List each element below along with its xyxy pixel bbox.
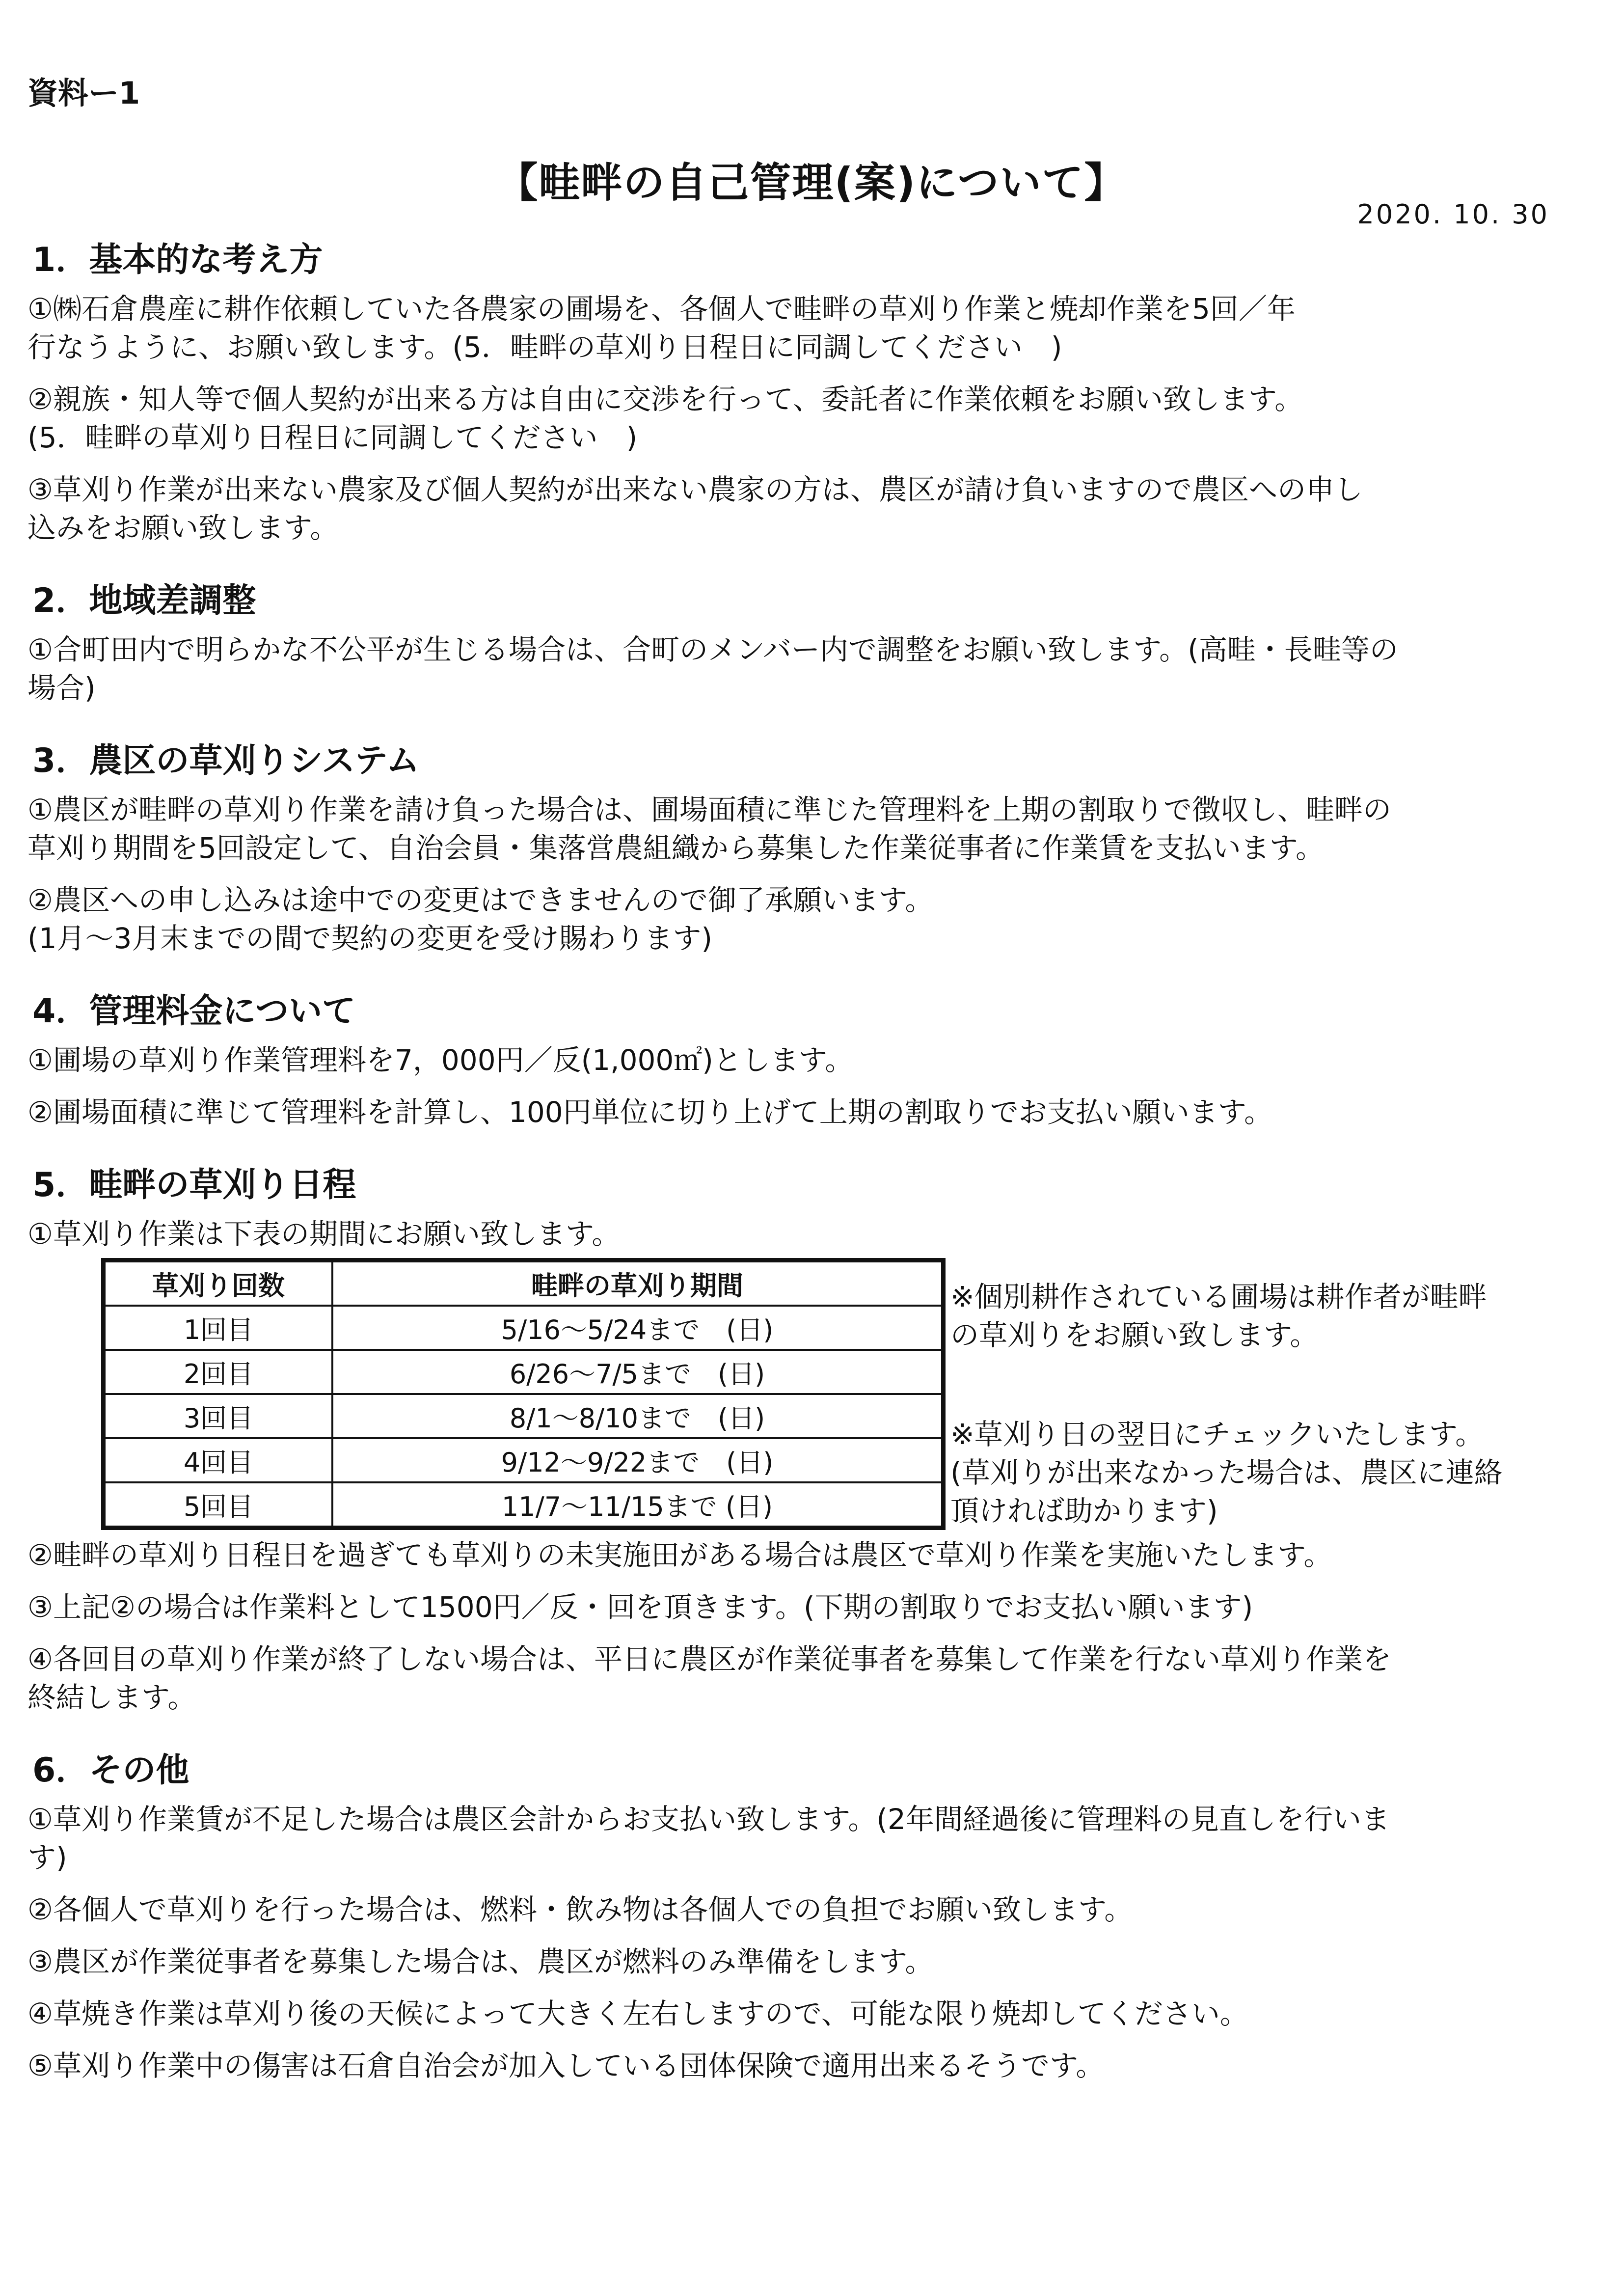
table-header-row bbox=[104, 1260, 944, 1306]
section-regional-adjustment bbox=[27, 576, 1525, 707]
paragraph: ①圃場の草刈り作業管理料を7，000円／反(1,000㎡)とします。 bbox=[27, 1043, 854, 1077]
paragraph: ③草刈り作業が出来ない農家及び個人契約が出来ない農家の方は、農区が請け負いますので農区への申し 込みをお願い致します。 bbox=[27, 473, 1363, 545]
paragraph: ①草刈り作業は下表の期間にお願い致します。 bbox=[27, 1217, 621, 1251]
document-body bbox=[27, 236, 1525, 2114]
section-mowing-schedule bbox=[27, 1161, 1525, 1717]
paragraph: ①㈱石倉農産に耕作依頼していた各農家の圃場を、各個人で畦畔の草刈り作業と焼却作業を5回／年 行なうように、お願い致します。(5．畦畔の草刈り日程日に同調してください ) bbox=[27, 292, 1296, 364]
period-cell: 9/12～9/22まで (日) bbox=[332, 1438, 944, 1482]
section-heading: 6．その他 bbox=[32, 1751, 189, 1790]
section-heading: 4．管理料金について bbox=[32, 992, 355, 1031]
section-management-fee bbox=[27, 987, 1525, 1131]
section-heading: 2．地域差調整 bbox=[32, 581, 256, 620]
column-header-period: 畦畔の草刈り期間 bbox=[332, 1260, 944, 1306]
paragraph: ④草焼き作業は草刈り後の天候によって大きく左右しますので、可能な限り焼却してください。 bbox=[27, 1997, 1248, 2030]
paragraph: ②農区への申し込みは途中での変更はできませんので御了承願います。 (1月～3月末までの間で契約の変更を受け賜わります) bbox=[27, 883, 934, 955]
document-title: 【畦畔の自己管理(案)について】 bbox=[496, 159, 1127, 207]
paragraph: ②各個人で草刈りを行った場合は、燃料・飲み物は各個人での負担でお願い致します。 bbox=[27, 1893, 1133, 1926]
paragraph: ③農区が作業従事者を募集した場合は、農区が燃料のみ準備をします。 bbox=[27, 1945, 934, 1978]
round-cell: 5回目 bbox=[104, 1482, 333, 1528]
period-cell: 6/26～7/5まで (日) bbox=[332, 1350, 944, 1394]
table-row bbox=[104, 1350, 944, 1394]
period-cell: 5/16～5/24まで (日) bbox=[332, 1306, 944, 1350]
section-heading: 5．畦畔の草刈り日程 bbox=[32, 1166, 356, 1204]
schedule-note-individual: ※個別耕作されている圃場は耕作者が畦畔 の草刈りをお願い致します。 bbox=[950, 1280, 1487, 1352]
document-date: 2020. 10. 30 bbox=[1357, 199, 1549, 230]
round-cell: 1回目 bbox=[104, 1306, 333, 1350]
period-cell: 11/7～11/15まで (日) bbox=[332, 1482, 944, 1528]
section-heading: 3．農区の草刈りシステム bbox=[32, 741, 420, 780]
round-cell: 4回目 bbox=[104, 1438, 333, 1482]
paragraph: ①草刈り作業賃が不足した場合は農区会計からお支払い致します。(2年間経過後に管理料の見直しを行いま す) bbox=[27, 1803, 1390, 1874]
paragraph: ①合町田内で明らかな不公平が生じる場合は、合町のメンバー内で調整をお願い致します。(高畦・長畦等の 場合) bbox=[27, 633, 1398, 705]
section-mowing-system bbox=[27, 737, 1525, 957]
schedule-note-check: ※草刈り日の翌日にチェックいたします。 (草刈りが出来なかった場合は、農区に連絡 頂ければ助かります) bbox=[950, 1418, 1503, 1528]
paragraph: ③上記②の場合は作業料として1500円／反・回を頂きます。(下期の割取りでお支払い願います) bbox=[27, 1590, 1253, 1624]
paragraph: ④各回目の草刈り作業が終了しない場合は、平日に農区が作業従事者を募集して作業を行ない草刈り作業を 終結します。 bbox=[27, 1642, 1392, 1714]
document-label: 資料ー1 bbox=[27, 75, 140, 111]
section-heading: 1．基本的な考え方 bbox=[32, 241, 323, 279]
period-cell: 8/1～8/10まで (日) bbox=[332, 1394, 944, 1438]
round-cell: 2回目 bbox=[104, 1350, 333, 1394]
paragraph: ②親族・知人等で個人契約が出来る方は自由に交渉を行って、委託者に作業依頼をお願い致します。 (5．畦畔の草刈り日程日に同調してください ) bbox=[27, 383, 1303, 454]
table-row bbox=[104, 1482, 944, 1528]
schedule-table bbox=[101, 1258, 946, 1530]
round-cell: 3回目 bbox=[104, 1394, 333, 1438]
table-row bbox=[104, 1438, 944, 1482]
table-row bbox=[104, 1306, 944, 1350]
section-basic-policy bbox=[27, 236, 1525, 547]
paragraph: ⑤草刈り作業中の傷害は石倉自治会が加入している団体保険で適用出来るそうです。 bbox=[27, 2049, 1105, 2082]
table-row bbox=[104, 1394, 944, 1438]
paragraph: ②畦畔の草刈り日程日を過ぎても草刈りの未実施田がある場合は農区で草刈り作業を実施いたします。 bbox=[27, 1538, 1332, 1572]
paragraph: ②圃場面積に準じて管理料を計算し、100円単位に切り上げて上期の割取りでお支払い願います。 bbox=[27, 1095, 1273, 1129]
column-header-round: 草刈り回数 bbox=[104, 1260, 333, 1306]
section-other bbox=[27, 1746, 1525, 2085]
paragraph: ①農区が畦畔の草刈り作業を請け負った場合は、圃場面積に準じた管理料を上期の割取りで徴収し、畦畔の 草刈り期間を5回設定して、自治会員・集落営農組織から募集した作業従事者に作業賃を支払います。 bbox=[27, 793, 1392, 865]
schedule-area bbox=[27, 1258, 1525, 1528]
